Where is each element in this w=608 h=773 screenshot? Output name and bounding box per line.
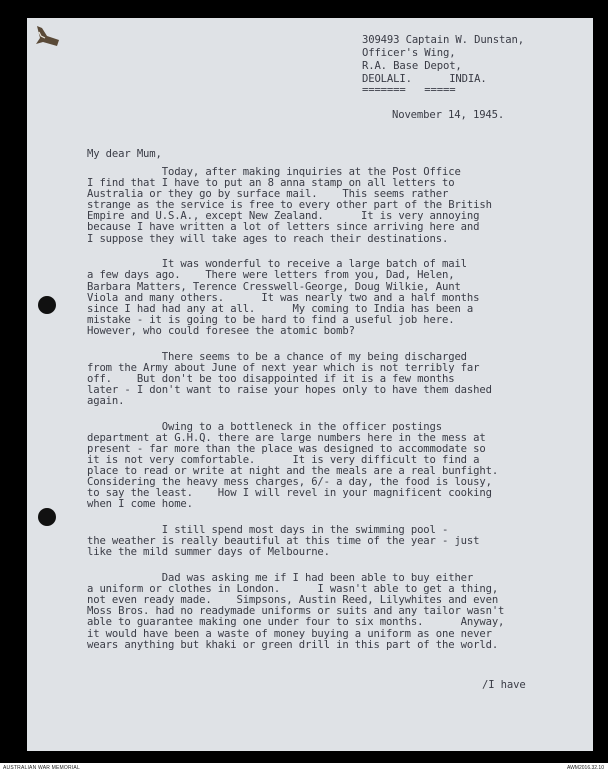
address-line: R.A. Base Depot, [362,60,462,72]
body-line: I find that I have to put an 8 anna stamp on all letters to [87,177,455,189]
body-line: Empire and U.S.A., except New Zealand. It is very annoying [87,210,480,222]
body-line: I suppose they will take ages to reach their destinations. [87,233,449,245]
body-line: Barbara Matters, Terence Cresswell-George, Doug Wilkie, Aunt [87,281,461,293]
punch-hole-top [38,296,56,314]
torn-corner-mark [33,24,61,50]
body-line: Viola and many others. It was nearly two and a half months [87,292,480,304]
body-line: wears anything but khaki or green drill in this part of the world. [87,639,499,651]
address-line: DEOLALI. INDIA. [362,73,487,85]
body-line: off. But don't be too disappointed if it is a few months [87,373,455,385]
body-line: since I had had any at all. My coming to India has been a [87,303,474,315]
letter-date: November 14, 1945. [392,109,505,121]
body-line: present - far more than the place was designed to accommodate so [87,443,486,455]
body-line: There seems to be a chance of my being discharged [87,351,467,363]
body-line: mistake - it is going to be hard to find a useful job here. [87,314,455,326]
body-line: a few days ago. There were letters from you, Dad, Helen, [87,269,455,281]
body-line: place to read or write at night and the meals are a real bunfight. [87,465,499,477]
body-line: Moss Bros. had no readymade uniforms or suits and any tailor wasn't [87,605,505,617]
body-line: it would have been a waste of money buying a uniform as one never [87,628,492,640]
body-line: strange as the service is free to every other part of the British [87,199,492,211]
archive-credit: AUSTRALIAN WAR MEMORIAL [3,765,80,771]
body-line: it is not very comfortable. It is very difficult to find a [87,454,480,466]
address-line: Officer's Wing, [362,47,456,59]
body-line: when I come home. [87,498,193,510]
body-line: again. [87,395,125,407]
body-line: Dad was asking me if I had been able to buy either [87,572,474,584]
body-line: Owing to a bottleneck in the officer postings [87,421,442,433]
body-line: However, who could foresee the atomic bomb? [87,325,355,337]
body-line: because I have written a lot of letters since arriving here and [87,221,480,233]
body-line: from the Army about June of next year which is not terribly far [87,362,480,374]
continuation-note: /I have [482,679,526,691]
body-line: later - I don't want to raise your hopes only to have them dashed [87,384,492,396]
body-line: able to guarantee making one under four to six months. Anyway, [87,616,505,628]
body-line: I still spend most days in the swimming pool - [87,524,449,536]
archive-reference: AWM2016.32.10 [566,765,604,771]
body-line: It was wonderful to receive a large batch of mail [87,258,467,270]
body-line: to say the least. How I will revel in your magnificent cooking [87,487,492,499]
punch-hole-bottom [38,508,56,526]
body-line: department at G.H.Q. there are large numbers here in the mess at [87,432,486,444]
body-line: Considering the heavy mess charges, 6/- a day, the food is lousy, [87,476,492,488]
body-line: not even ready made. Simpsons, Austin Reed, Lilywhites and even [87,594,499,606]
body-line: Today, after making inquiries at the Post Office [87,166,461,178]
body-line: Australia or they go by surface mail. This seems rather [87,188,449,200]
body-line: the weather is really beautiful at this time of the year - just [87,535,480,547]
body-line: like the mild summer days of Melbourne. [87,546,330,558]
address-line: 309493 Captain W. Dunstan, [362,34,524,46]
body-line: a uniform or clothes in London. I wasn't able to get a thing, [87,583,499,595]
address-underline: ======= ===== [362,84,456,96]
salutation: My dear Mum, [87,148,162,160]
